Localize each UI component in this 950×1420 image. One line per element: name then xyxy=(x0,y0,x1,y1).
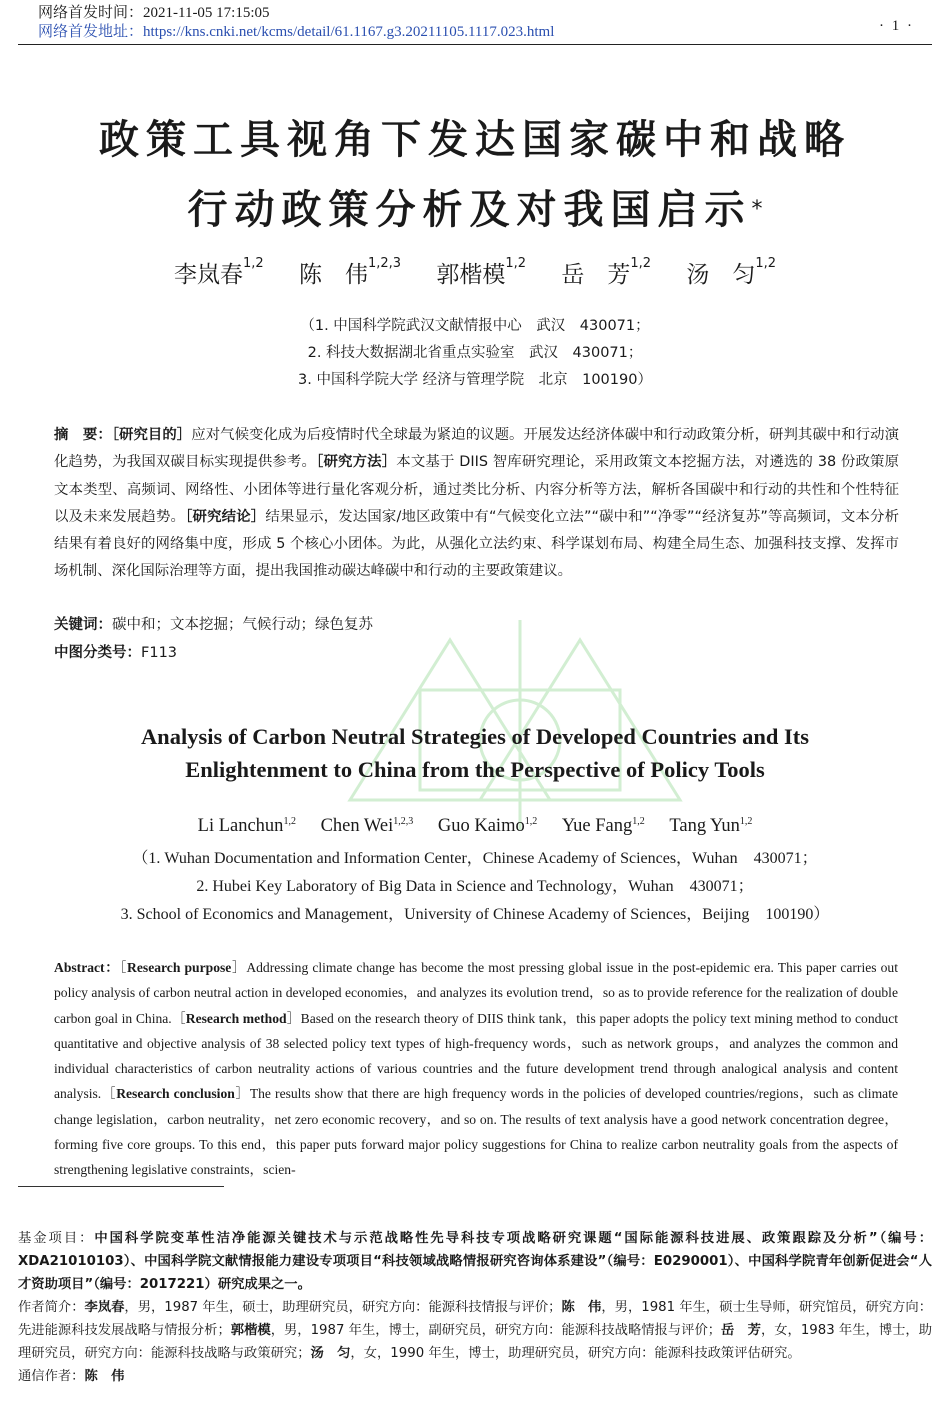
abstract-cn xyxy=(54,422,899,586)
tag-method-en: Research method xyxy=(185,1010,287,1026)
author-en: Tang Yun$^{1,2}$ xyxy=(669,816,753,836)
affiliation-cn: （1. 中国科学院武汉文献情报中心 武汉 430071； xyxy=(300,318,650,334)
publish-url[interactable]: 网络首发地址：https://kns.cnki.net/kcms/detail/61.1167.g3.20211105.1117.023.html xyxy=(38,24,555,40)
affiliations-cn xyxy=(0,313,950,394)
author-cn: 岳 芳$^{1,2}$ xyxy=(561,256,652,288)
purpose-en: Addressing climate change has become the most pressing global issue in the post-epidemic era. This paper carries out policy analysis of carbon neutral action in developed economies，and analyzes its evolution trend，so as to provide reference for the realization of double carbon goal in China. xyxy=(54,960,899,1026)
affiliation-en: 3. School of Economics and Management，University of Chinese Academy of Sciences，Beijing 100190） xyxy=(120,906,830,923)
title-cn-line2-text: 行动政策分析及对我国启示 xyxy=(187,187,752,233)
method-en: Based on the research theory of DIIS think tank，this paper adopts the policy text mining method to conduct quantitative and objective analysis of 38 selected policy text types of high-frequency words，such as network groups，and analyzes the common and individual characteristics of carbon neutrality actions of various countries and the future development trend through analogical analysis and content analysis. xyxy=(54,1010,899,1102)
classification: 中图分类号：F113 xyxy=(54,645,178,661)
tag-conclusion-cn: ［研究结论］ xyxy=(185,508,266,525)
author-en: Chen Wei$^{1,2,3}$ xyxy=(320,816,414,836)
keywords: 关键词：碳中和；文本挖掘；气候行动；绿色复苏 xyxy=(54,617,373,633)
author-bio: 作者简介：李岚春，男，1987 年生，硕士，助理研究员，研究方向：能源科技情报与评价；陈 伟，男，1981 年生，硕士生导师，研究馆员，研究方向：先进能源科技发展战略与情报分析；郭楷模，男，1987 年生，博士，副研究员，研究方向：能源科技战略情报与评价；岳 芳，女，1983 年生，博士，助理研究员，研究方向：能源科技战略与政策研究；汤 匀，女，1990 年生，博士，助理研究员，研究方向：能源科技政策评估研究。 xyxy=(18,1300,933,1361)
title-en-line2: Enlightenment to China from the Perspective of Policy Tools xyxy=(185,757,765,782)
affiliation-en: （1. Wuhan Documentation and Information Center，Chinese Academy of Sciences，Wuhan 430071； xyxy=(132,850,818,867)
abstract-en-label: Abstract： xyxy=(54,960,120,975)
keywords-value: 碳中和；文本挖掘；气候行动；绿色复苏 xyxy=(112,617,373,633)
corresponding-author-name: 陈 伟 xyxy=(84,1369,125,1384)
author-cn: 汤 匀$^{1,2}$ xyxy=(686,256,777,288)
page-number: · 1 · xyxy=(879,18,914,34)
authors-cn xyxy=(0,256,950,289)
author-en: Guo Kaimo$^{1,2}$ xyxy=(437,816,538,836)
author-cn: 郭楷模$^{1,2}$ xyxy=(436,256,527,288)
tag-purpose-en: Research purpose xyxy=(127,960,232,975)
affiliations-en xyxy=(0,845,950,929)
abstract-en: Abstract：［Research purpose］Addressing climate change has become the most pressing global issue in the post-epidemic era. This paper carries out policy analysis of carbon neutral action in developed economies，and analyzes its evolution trend，so as to provide reference for the realization of double carbon goal in China.［Research method］Based on the research theory of DIIS think tank，this paper adopts the policy text mining method to conduct quantitative and objective analysis of 38 selected policy text types of high-frequency words，such as network groups，and analyzes the common and individual characteristics of carbon neutrality actions of various countries and the future development trend through analogical analysis and content analysis.［Research conclusion］The results show that there are high frequency words in the policies of developed countries/regions，such as climate change legislation，carbon neutrality，net zero economic recovery，and so on. The results of text analysis have a good network concentration degree，forming five core groups. To this end，this paper puts forward major policy suggestions for China to realize carbon neutrality goals from the aspects of strengthening legislative constraints，scien- xyxy=(54,960,899,1178)
abstract-cn-label: 摘 要： xyxy=(54,427,112,443)
fund-note: 基金项目：中国科学院变革性洁净能源关键技术与示范战略性先导科技专项战略研究课题“国际能源科技进展、政策跟踪及分析”（编号：XDA21010103）、中国科学院文献情报能力建设专项项目“科技领域战略情报研究咨询体系建设”（编号：E0290001）、中国科学院青年创新促进会“人才资助项目”（编号：2017221）研究成果之一。 xyxy=(18,1231,933,1292)
corresponding-author: 通信作者：陈 伟 xyxy=(18,1369,125,1384)
author-cn: 李岚春$^{1,2}$ xyxy=(173,256,264,288)
title-cn-line2 xyxy=(0,187,950,233)
footnotes xyxy=(18,1227,932,1388)
tag-method-cn: ［研究方法］ xyxy=(316,454,397,471)
authors-en xyxy=(0,816,950,837)
classification-value: F113 xyxy=(141,645,178,661)
author-en: Yue Fang$^{1,2}$ xyxy=(561,816,645,836)
affiliation-cn: 3. 中国科学院大学 经济与管理学院 北京 100190） xyxy=(298,372,652,388)
author-en: Li Lanchun$^{1,2}$ xyxy=(197,816,296,836)
conclusion-cn: 结果显示，发达国家/地区政策中有“气候变化立法”“碳中和”“净零”“经济复苏”等高频词，文本分析结果有着良好的网络集中度，形成 5 个核心小团体。为此，从强化立法约束、科学谋划布局、构建全局生态、加强科技支撑、发挥市场机制、深化国际治理等方面，提出我国推动碳达峰碳中和行动的主要政策建议。 xyxy=(54,508,899,580)
tag-purpose-cn: ［研究目的］ xyxy=(111,427,192,443)
title-en xyxy=(0,720,950,786)
title-cn-line1: 政策工具视角下发达国家碳中和战略 xyxy=(99,117,851,163)
title-footnote-mark: * xyxy=(751,197,763,222)
tag-conclusion-en: Research conclusion xyxy=(116,1086,235,1102)
affiliation-cn: 2. 科技大数据湖北省重点实验室 武汉 430071； xyxy=(307,345,643,361)
fund-text: 中国科学院变革性洁净能源关键技术与示范战略性先导科技专项战略研究课题“国际能源科技进展、政策跟踪及分析”（编号：XDA21010103）、中国科学院文献情报能力建设专项项目“科技领域战略情报研究咨询体系建设”（编号：E0290001）、中国科学院青年创新促进会“人才资助项目”（编号：2017221）研究成果之一。 xyxy=(18,1231,933,1292)
publish-time: 网络首发时间：2021-11-05 17:15:05 xyxy=(38,5,270,21)
author-cn: 陈 伟$^{1,2,3}$ xyxy=(298,256,402,288)
title-en-line1: Analysis of Carbon Neutral Strategies of Developed Countries and Its xyxy=(140,724,810,749)
method-cn: 本文基于 DIIS 智库研究理论，采用政策文本挖掘方法，对遴选的 38 份政策原文本类型、高频词、网络性、小团体等进行量化客观分析，通过类比分析、内容分析等方法，解析各国碳中和行动的共性和个性特征以及未来发展趋势。 xyxy=(54,454,899,525)
affiliation-en: 2. Hubei Key Laboratory of Big Data in Science and Technology，Wuhan 430071； xyxy=(196,878,754,895)
header-rule xyxy=(18,44,932,45)
purpose-cn: 应对气候变化成为后疫情时代全球最为紧迫的议题。开展发达经济体碳中和行动政策分析，研判其碳中和行动演化趋势，为我国双碳目标实现提供参考。 xyxy=(54,427,899,471)
footnote-rule xyxy=(18,1186,224,1187)
conclusion-en: The results show that there are high frequency words in the policies of developed countries/regions，such as climate change legislation，carbon neutrality，net zero economic recovery，and so on. The results of text analysis have a good network concentration degree，forming five core groups. To this end，this paper puts forward major policy suggestions for China to realize carbon neutrality goals from the aspects of strengthening legislative constraints，scien- xyxy=(54,1086,899,1178)
online-publish-info xyxy=(38,4,554,42)
